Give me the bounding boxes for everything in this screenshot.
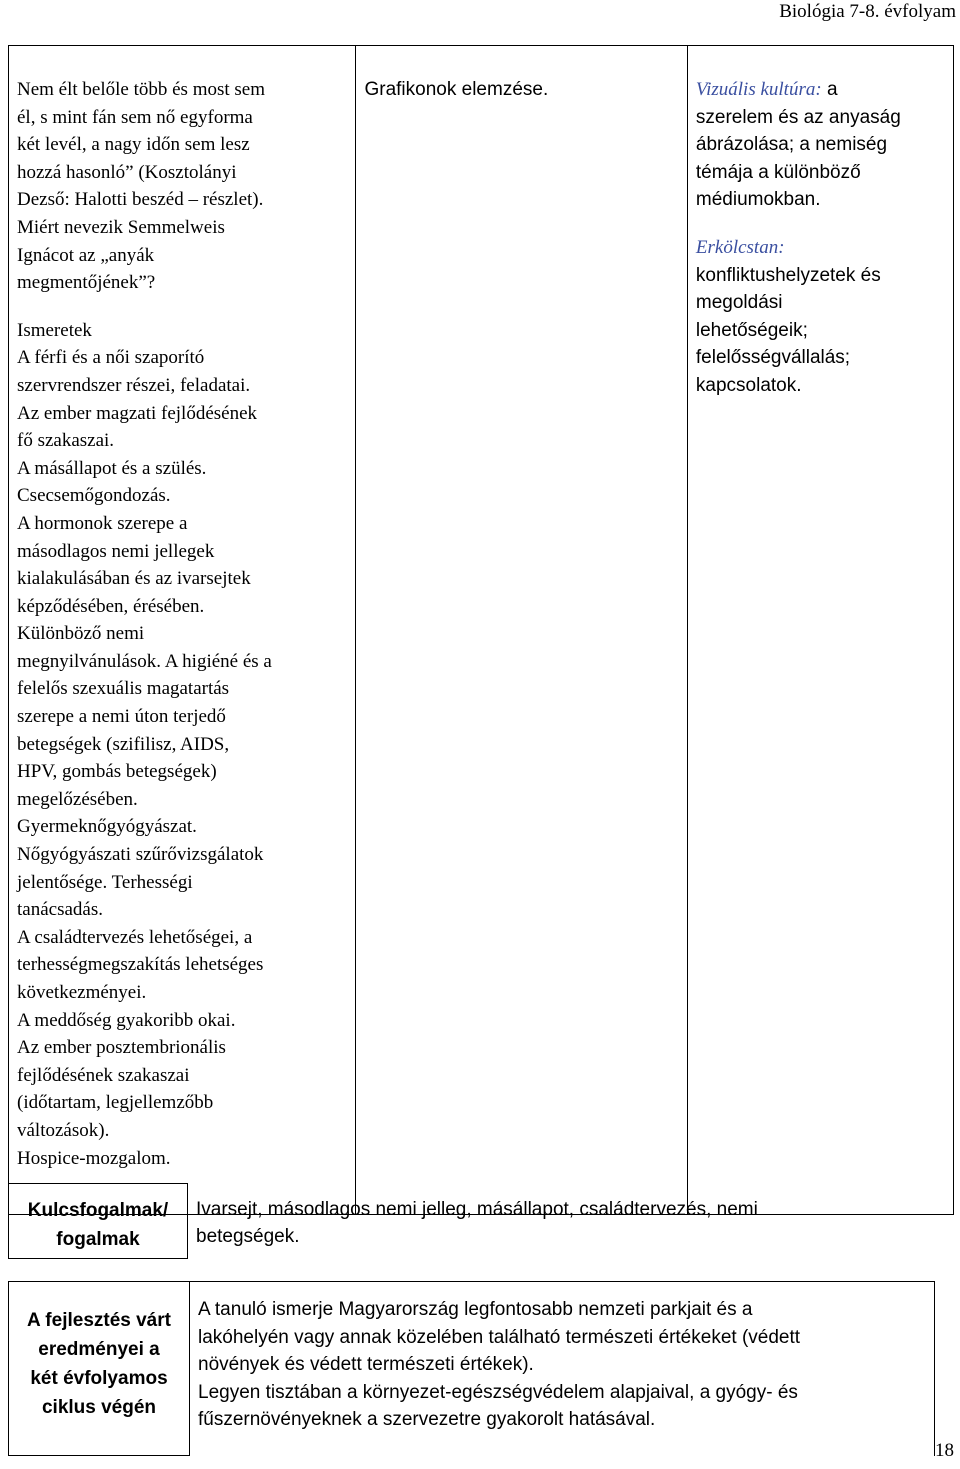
text-line: változások). xyxy=(17,1119,110,1141)
text-line: megoldási xyxy=(695,292,783,314)
content-column xyxy=(9,46,356,1215)
text-line: jelentősége. Terhességi xyxy=(17,871,193,893)
text-line: A hormonok szerepe a xyxy=(17,512,188,534)
results-line: Legyen tisztában a környezet-egészségvédelem alapjaival, a gyógy- és xyxy=(198,1381,798,1403)
ethics-block xyxy=(696,234,947,400)
text-line: fejlődésének szakaszai xyxy=(17,1064,190,1086)
results-line: A tanuló ismerje Magyarország legfontosabb nemzeti parkjait és a xyxy=(198,1299,753,1320)
text-line: megelőzésében. xyxy=(17,788,138,810)
text-line: kapcsolatok. xyxy=(695,374,802,396)
text-line: Gyermeknőgyógyászat. xyxy=(17,816,197,838)
text-line: másodlagos nemi jellegek xyxy=(17,540,215,562)
text-line: képződésében, érésében. xyxy=(17,595,205,617)
text-line: Nőgyógyászati szűrővizsgálatok xyxy=(17,844,264,866)
text-line: kialakulásában és az ivarsejtek xyxy=(17,568,251,590)
activities-column xyxy=(356,46,687,1215)
text-line: Miért nevezik Semmelweis xyxy=(17,216,225,238)
key-concepts-line: Ivarsejt, másodlagos nemi jelleg, másállapot, családtervezés, nemi xyxy=(196,1198,758,1220)
results-label-line: ciklus végén xyxy=(41,1397,157,1418)
text-line: betegségek (szifilisz, AIDS, xyxy=(17,733,230,755)
key-concepts-label xyxy=(9,1184,188,1259)
text-line: hozzá hasonló” (Kosztolányi xyxy=(17,161,237,183)
text-line: lehetőségeik; xyxy=(695,319,808,341)
text-line: Az ember magzati fejlődésének xyxy=(17,402,258,424)
text-line: szerepe a nemi úton terjedő xyxy=(17,706,226,728)
connections-column xyxy=(687,46,953,1215)
text-line: Hospice-mozgalom. xyxy=(17,1147,171,1169)
text-line: A másállapot és a szülés. xyxy=(17,457,207,479)
text-line: megmentőjének”? xyxy=(17,272,156,294)
text-line: Ismeretek xyxy=(17,319,92,341)
text-line: következményei. xyxy=(17,982,147,1003)
text-line: Az ember posztembrionális xyxy=(17,1037,226,1059)
text-line: Különböző nemi xyxy=(17,623,145,645)
visual-culture-label: Vizuális kultúra: xyxy=(695,79,822,100)
results-text xyxy=(190,1282,935,1456)
results-line: fűszernövényeknek a szervezetre gyakorolt hatásával. xyxy=(198,1409,656,1431)
text-line: felelős szexuális magatartás xyxy=(17,678,230,700)
key-concepts-label-line: fogalmak xyxy=(56,1229,140,1250)
text-line: A meddőség gyakoribb okai. xyxy=(17,1009,236,1031)
text-line: konfliktushelyzetek és xyxy=(695,264,881,286)
results-line: növények és védett természeti értékek). xyxy=(198,1354,534,1376)
text-line: Nem élt belőle több és most sem xyxy=(17,79,266,100)
curriculum-table xyxy=(8,45,954,1215)
ethics-label: Erkölcstan: xyxy=(695,236,785,258)
text-line: ábrázolása; a nemiség xyxy=(695,134,888,156)
key-concepts-table xyxy=(8,1183,938,1259)
text-line: fő szakaszai. xyxy=(17,430,115,452)
visual-culture-block xyxy=(696,76,947,214)
results-label-line: A fejlesztés várt xyxy=(27,1310,171,1331)
results-table xyxy=(8,1281,935,1456)
text-line: szerelem és az anyaság xyxy=(695,106,901,128)
text-line: felelősségvállalás; xyxy=(695,347,851,369)
page-header: Biológia 7-8. évfolyam xyxy=(779,1,956,22)
key-concepts-label-line: Kulcsfogalmak/ xyxy=(27,1200,169,1221)
text-line: A családtervezés lehetőségei, a xyxy=(17,926,253,948)
knowledge-list xyxy=(17,317,349,1172)
text-line: témája a különböző xyxy=(695,161,861,183)
text-line: terhességmegszakítás lehetséges xyxy=(17,954,264,976)
text-line: tanácsadás. xyxy=(17,899,103,921)
text-line: megnyilvánulások. A higiéné és a xyxy=(17,650,272,672)
text-line: Ignácot az „anyák xyxy=(17,244,155,266)
results-line: lakóhelyén vagy annak közelében található természeti értékeket (védett xyxy=(198,1326,801,1348)
text-line: médiumokban. xyxy=(695,189,821,211)
results-label-line: eredményei a xyxy=(38,1339,160,1360)
text-line: a xyxy=(821,79,838,100)
text-line: HPV, gombás betegségek) xyxy=(17,761,217,783)
text-line: (időtartam, legjellemzőbb xyxy=(17,1092,214,1114)
text-line: A férfi és a női szaporító xyxy=(17,347,205,369)
results-label-line: két évfolyamos xyxy=(30,1368,168,1389)
intro-paragraph xyxy=(17,76,349,297)
key-concepts-line: betegségek. xyxy=(196,1226,300,1248)
results-label xyxy=(9,1282,190,1456)
text-line: Dezső: Halotti beszéd – részlet). xyxy=(17,189,264,211)
text-line: két levél, a nagy időn sem lesz xyxy=(17,134,250,156)
key-concepts-text xyxy=(188,1184,939,1259)
text-line: szervrendszer részei, feladatai. xyxy=(17,374,251,396)
activity-text: Grafikonok elemzése. xyxy=(364,79,549,100)
text-line: Csecsemőgondozás. xyxy=(17,485,171,507)
text-line: él, s mint fán sem nő egyforma xyxy=(17,106,253,128)
page-number: 18 xyxy=(935,1440,954,1462)
